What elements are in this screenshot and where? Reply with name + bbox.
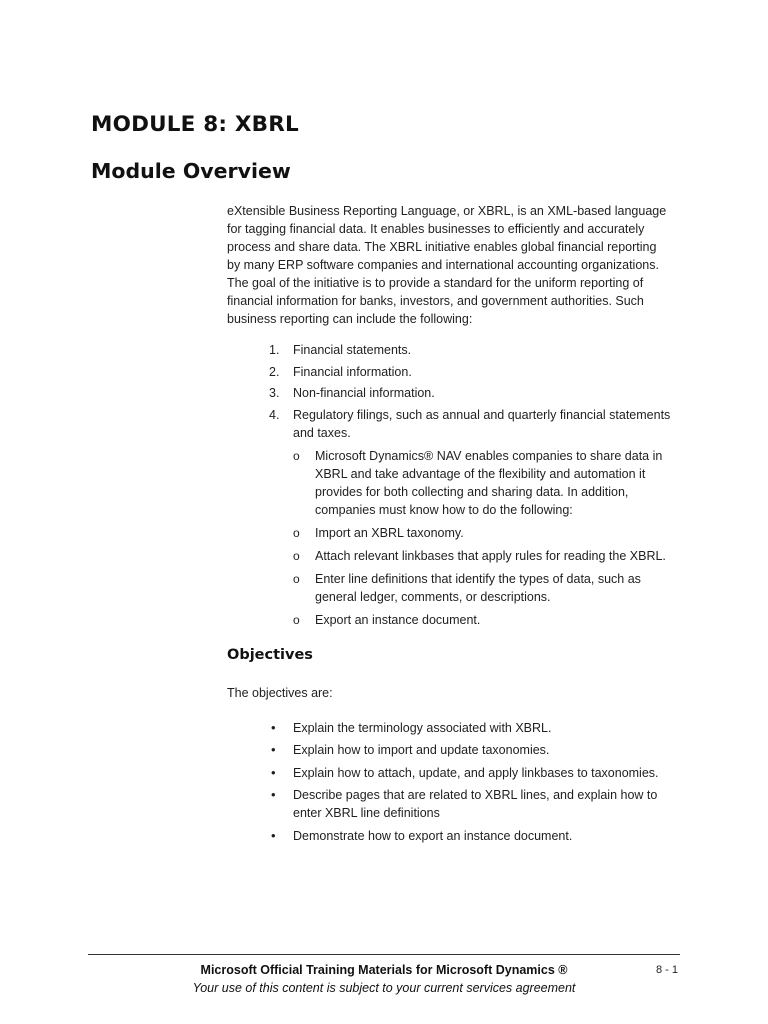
list-item <box>227 406 672 629</box>
page-number: 8 - 1 <box>656 964 679 976</box>
sub-list-text: Attach relevant linkbases that apply rules for reading the XBRL. <box>315 548 666 563</box>
bullet-icon: • <box>271 764 276 780</box>
sub-list-item <box>293 611 672 629</box>
overview-heading: Module Overview <box>91 159 291 183</box>
list-number: 2. <box>269 364 280 379</box>
sub-list-text: Microsoft Dynamics® NAV enables companies to share data in XBRL and take advantage of the flexibility and automation it provides for both collecting and sharing data. In addition, companies must know how to do the following: <box>315 448 663 517</box>
objective-text: Describe pages that are related to XBRL lines, and explain how to enter XBRL line definitions <box>293 788 658 820</box>
circle-bullet-icon: o <box>293 571 300 586</box>
list-item-text: Non-financial information. <box>293 386 435 400</box>
circle-bullet-icon: o <box>293 548 300 563</box>
footer-title: Microsoft Official Training Materials for Microsoft Dynamics ® <box>200 963 568 977</box>
sub-list <box>293 447 672 629</box>
reporting-list <box>227 341 672 629</box>
list-number: 3. <box>269 386 280 400</box>
circle-bullet-icon: o <box>293 525 300 540</box>
bullet-icon: • <box>271 719 276 735</box>
footer-subtitle: Your use of this content is subject to your current services agreement <box>192 981 576 995</box>
bullet-icon: • <box>271 787 276 802</box>
sub-list-item <box>293 570 672 606</box>
module-title: MODULE 8: XBRL <box>91 112 299 137</box>
list-item <box>227 363 672 381</box>
objective-item <box>227 719 672 737</box>
list-item-text: Financial information. <box>293 364 412 379</box>
bullet-icon: • <box>271 827 276 843</box>
intro-paragraph: eXtensible Business Reporting Language, or XBRL, is an XML-based language for tagging financial data. It enables businesses to efficiently and accurately process and share data. The XBRL initiative enables global financial reporting by many ERP software companies and international accounting organizations. The goal of the initiative is to provide a standard for the uniform reporting of financial information for banks, investors, and government authorities. Such business reporting can include the following: <box>227 204 667 326</box>
objective-item <box>227 741 672 759</box>
objective-item <box>227 764 672 782</box>
bullet-icon: • <box>271 742 276 757</box>
module-content <box>227 202 672 849</box>
objectives-heading: Objectives <box>227 646 313 663</box>
sub-list-text: Import an XBRL taxonomy. <box>315 525 464 540</box>
circle-bullet-icon: o <box>293 448 300 463</box>
list-item <box>227 341 672 359</box>
list-item-text: Regulatory filings, such as annual and quarterly financial statements and taxes. <box>293 407 671 440</box>
objective-text: Explain the terminology associated with XBRL. <box>293 720 552 735</box>
sub-list-item <box>293 524 672 542</box>
objectives-lead: The objectives are: <box>227 685 333 700</box>
list-number: 4. <box>269 407 280 422</box>
sub-list-text: Enter line definitions that identify the types of data, such as general ledger, comments, or descriptions. <box>315 571 641 604</box>
sub-list-text: Export an instance document. <box>315 612 481 627</box>
list-number: 1. <box>269 343 280 357</box>
list-item <box>227 384 672 402</box>
sub-list-item <box>293 547 672 565</box>
sub-list-item <box>293 447 672 519</box>
footer-divider <box>88 954 680 955</box>
objective-text: Demonstrate how to export an instance document. <box>293 828 573 843</box>
objectives-list <box>227 719 672 845</box>
circle-bullet-icon: o <box>293 612 300 627</box>
list-item-text: Financial statements. <box>293 343 412 357</box>
objective-item <box>227 786 672 822</box>
objective-item <box>227 827 672 845</box>
objective-text: Explain how to import and update taxonomies. <box>293 743 550 757</box>
objective-text: Explain how to attach, update, and apply linkbases to taxonomies. <box>293 765 659 780</box>
